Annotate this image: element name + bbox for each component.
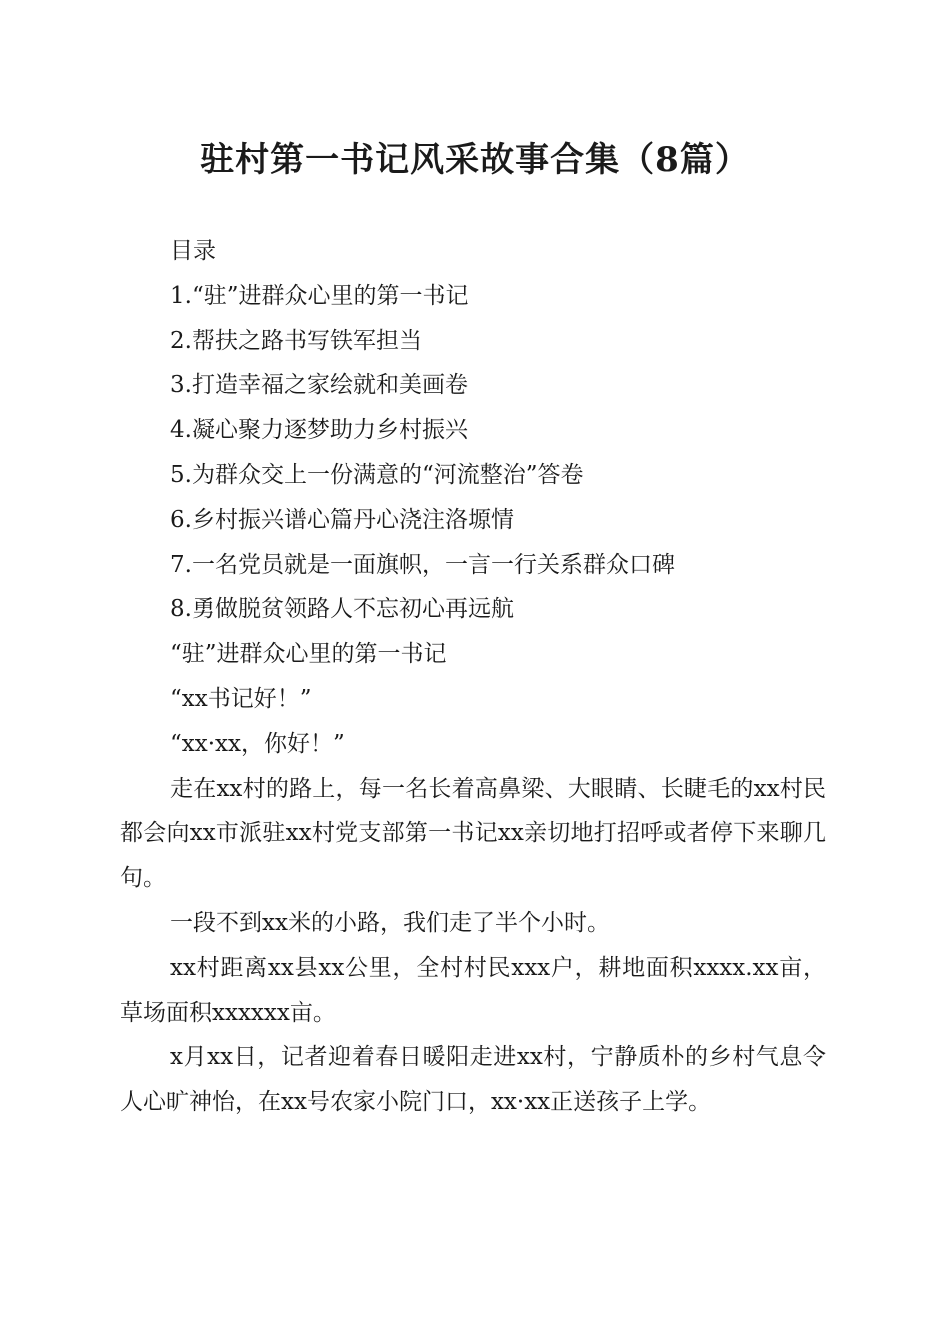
toc-item: 4.凝心聚力逐梦助力乡村振兴 xyxy=(170,417,468,444)
toc-item: 7.一名党员就是一面旗帜，一言一行关系群众口碑 xyxy=(170,551,675,578)
toc-item: 5.为群众交上一份满意的“河流整治”答卷 xyxy=(170,461,584,488)
toc-item: 8.勇做脱贫领路人不忘初心再远航 xyxy=(170,596,514,623)
body-paragraph: 一段不到xx米的小路，我们走了半个小时。 xyxy=(170,909,610,936)
document-title: 驻村第一书记风采故事合集（8篇） xyxy=(200,140,750,180)
quote-line: “xx书记好！” xyxy=(170,685,312,712)
document-body xyxy=(120,229,826,1125)
toc-item: 3.打造幸福之家绘就和美画卷 xyxy=(170,372,468,399)
body-paragraph: xx村距离xx县xx公里，全村村民xxx户，耕地面积xxxx.xx亩，草场面积xxxxxx亩。 xyxy=(120,954,826,1026)
quote-line: “xx·xx，你好！” xyxy=(170,730,345,757)
body-paragraph: 走在xx村的路上，每一名长着高鼻梁、大眼睛、长睫毛的xx村民都会向xx市派驻xx村党支部第一书记xx亲切地打招呼或者停下来聊几句。 xyxy=(120,775,826,892)
toc-item: 2.帮扶之路书写铁军担当 xyxy=(170,327,422,354)
toc-item: 1.“驻”进群众心里的第一书记 xyxy=(170,282,469,309)
toc-heading: 目录 xyxy=(170,238,216,264)
toc-item: 6.乡村振兴谱心篇丹心浇注洛塬情 xyxy=(170,506,514,533)
body-paragraph: x月xx日，记者迎着春日暖阳走进xx村，宁静质朴的乡村气息令人心旷神怡，在xx号农家小院门口，xx·xx正送孩子上学。 xyxy=(120,1044,826,1116)
section-title: “驻”进群众心里的第一书记 xyxy=(170,641,447,668)
